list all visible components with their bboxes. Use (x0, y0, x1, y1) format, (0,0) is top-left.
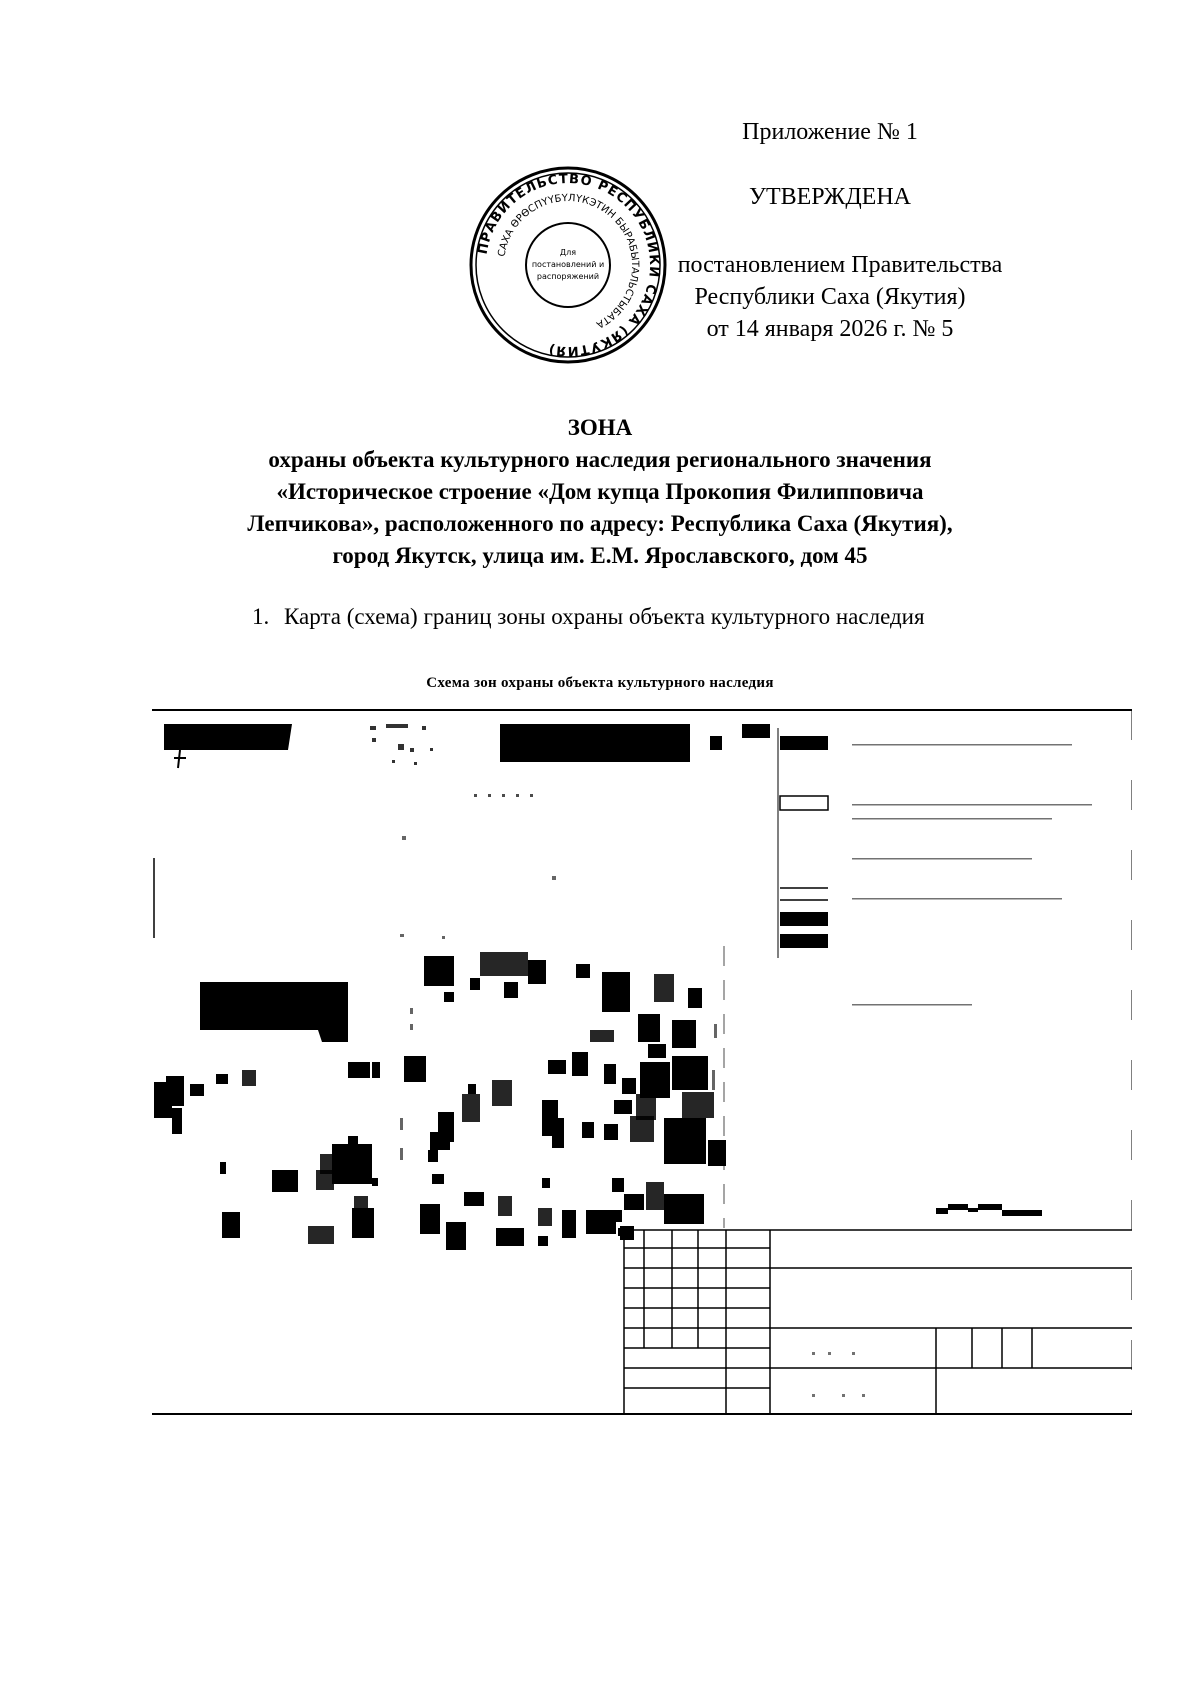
protection-zone-map (152, 708, 1132, 1418)
seal-inner-text: САХА ӨРӨСПҮҮБҮЛҮКЭТИН БЫРАБЫТАЛЬСТЫБАТА (496, 192, 641, 330)
approved-label: УТВЕРЖДЕНА (748, 184, 912, 210)
document-title-line2: охраны объекта культурного наследия регионального значения (268, 447, 932, 472)
map-scale-bar (936, 1204, 1042, 1216)
section-heading: Карта (схема) границ зоны охраны объекта культурного наследия (284, 604, 925, 629)
approved-by-line2: Республики Саха (Якутия) (694, 284, 966, 310)
approved-by-line3: от 14 января 2026 г. № 5 (706, 316, 954, 342)
seal-center-line2: постановлений и (531, 260, 605, 269)
seal-center-line3: распоряжений (536, 272, 600, 281)
seal-center-line1: Для (559, 248, 577, 257)
approved-by-line1: постановлением Правительства (677, 252, 1003, 278)
map-building (742, 724, 770, 738)
map-building (164, 724, 292, 750)
map-legend (778, 728, 1092, 1006)
appendix-label: Приложение № 1 (742, 119, 918, 145)
seal-outer-text: ПРАВИТЕЛЬСТВО РЕСПУБЛИКИ САХА (ЯКУТИЯ) (475, 171, 662, 359)
document-title-line4: Лепчикова», расположенного по адресу: Республика Саха (Якутия), (247, 511, 953, 536)
document-title-line5: город Якутск, улица им. Е.М. Ярославского, дом 45 (332, 543, 868, 568)
document-title-line1: ЗОНА (567, 415, 633, 440)
map-title-block (624, 1230, 1132, 1414)
map-marker (174, 750, 186, 768)
map-building (710, 736, 722, 750)
map-building (200, 982, 348, 1042)
official-seal (468, 165, 668, 365)
section-number: 1. (252, 604, 270, 629)
map-building (500, 724, 690, 762)
map-caption: Схема зон охраны объекта культурного наследия (426, 675, 774, 691)
document-title-line3: «Историческое строение «Дом купца Прокопия Филипповича (276, 479, 924, 504)
